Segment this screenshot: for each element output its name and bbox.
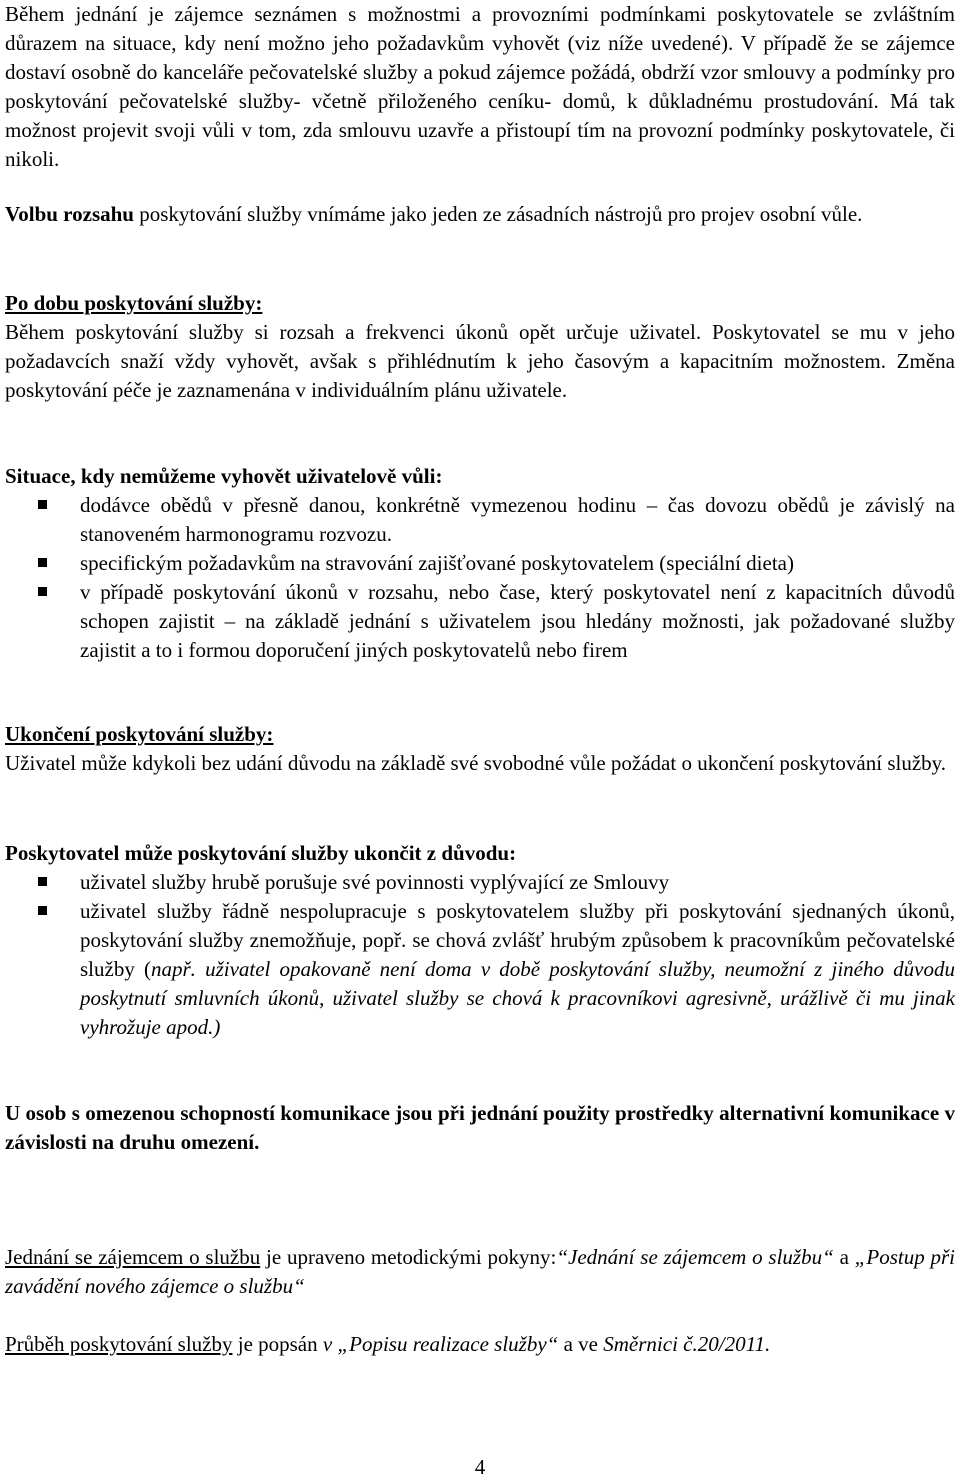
page-number: 4 bbox=[474, 1455, 486, 1479]
poskytovatel-heading: Poskytovatel může poskytování služby ukončit z důvodu: bbox=[5, 841, 517, 865]
prubeh-link[interactable]: Průběh poskytování služby bbox=[5, 1332, 233, 1356]
list-item: specifickým požadavkům na stravování zajišťované poskytovatelem (speciální dieta) bbox=[5, 549, 955, 578]
situace-heading: Situace, kdy nemůžeme vyhovět uživatelově vůli: bbox=[5, 464, 443, 488]
ukonceni-section bbox=[5, 720, 955, 778]
list-item: v případě poskytování úkonů v rozsahu, nebo čase, který poskytovatel není z kapacitních důvodů schopen zajistit – na základě jednání s uživatelem jsou hledány možnosti, jak požadované služby zajistit a to i formou doporučení jiných poskytovatelů nebo firem bbox=[5, 578, 955, 665]
poskytovatel-list bbox=[5, 868, 955, 1042]
volbu-paragraph bbox=[5, 200, 955, 229]
situace-section bbox=[5, 462, 955, 665]
list-item: dodávce obědů v přesně danou, konkrétně vymezenou hodinu – čas dovozu obědů je závislý na stanoveném harmonogramu rozvozu. bbox=[5, 491, 955, 549]
intro-paragraph: Během jednání je zájemce seznámen s možnostmi a provozními podmínkami poskytovatele se zvláštním důrazem na situace, kdy není možno jeho požadavkům vyhovět (viz níže uvedené). V případě že se zájemce dostaví osobně do kanceláře pečovatelské služby a pokud zájemce požádá, obdrží vzor smlouvy a podmínky pro poskytování pečovatelské služby- včetně přiloženého ceníku- domů, k důkladnému prostudování. Má tak možnost projevit svoji vůli v tom, zda smlouvu uzavře a přistoupí tím na provozní podmínky poskytovatele, či nikoli. bbox=[5, 2, 955, 171]
situace-list bbox=[5, 491, 955, 665]
po-dobu-heading: Po dobu poskytování služby: bbox=[5, 291, 263, 315]
ukonceni-text: Uživatel může kdykoli bez udání důvodu na základě své svobodné vůle požádat o ukončení poskytování služby. bbox=[5, 751, 947, 775]
jednani-link[interactable]: Jednání se zájemcem o službu bbox=[5, 1245, 261, 1269]
po-dobu-section bbox=[5, 289, 955, 405]
list-item: uživatel služby řádně nespolupracuje s poskytovatelem služby při poskytování sjednaných úkonů, poskytování služby znemožňuje, popř. se chová zvlášť hrubým způsobem k pracovníkům pečovatelské služby (např. uživatel opakovaně není doma v době poskytování služby, neumožní z jiného důvodu poskytnutí smluvních úkonů, uživatel služby se chová k pracovníkovi agresivně, urážlivě či mu jinak vyhrožuje apod.) bbox=[5, 897, 955, 1042]
square-bullet-icon bbox=[38, 500, 47, 509]
ukonceni-heading: Ukončení poskytování služby: bbox=[5, 722, 274, 746]
po-dobu-text: Během poskytování služby si rozsah a frekvenci úkonů opět určuje uživatel. Poskytovatel se mu v jeho požadavcích snaží vždy vyhovět, avšak s přihlédnutím k jeho časovým a kapacitním možnostem. Změna poskytování péče je zaznamenána v individuálním plánu uživatele. bbox=[5, 320, 955, 402]
volbu-bold: Volbu rozsahu bbox=[5, 202, 134, 226]
volbu-text: poskytování služby vnímáme jako jeden ze zásadních nástrojů pro projev osobní vůle. bbox=[133, 202, 863, 226]
square-bullet-icon bbox=[38, 587, 47, 596]
komunikace-paragraph: U osob s omezenou schopností komunikace jsou při jednání použity prostředky alternativní komunikace v závislosti na druhu omezení. bbox=[5, 1101, 955, 1154]
poskytovatel-section bbox=[5, 839, 955, 1042]
list-item: uživatel služby hrubě porušuje své povinnosti vyplývající ze Smlouvy bbox=[5, 868, 955, 897]
square-bullet-icon bbox=[38, 558, 47, 567]
jednani-paragraph: Jednání se zájemcem o službu je upraveno metodickými pokyny:“Jednání se zájemcem o službu“ a „Postup při zavádění nového zájemce o službu“ bbox=[5, 1245, 955, 1298]
square-bullet-icon bbox=[38, 877, 47, 886]
prubeh-paragraph: Průběh poskytování služby je popsán v „Popisu realizace služby“ a ve Směrnici č.20/2011. bbox=[5, 1332, 771, 1356]
square-bullet-icon bbox=[38, 906, 47, 915]
